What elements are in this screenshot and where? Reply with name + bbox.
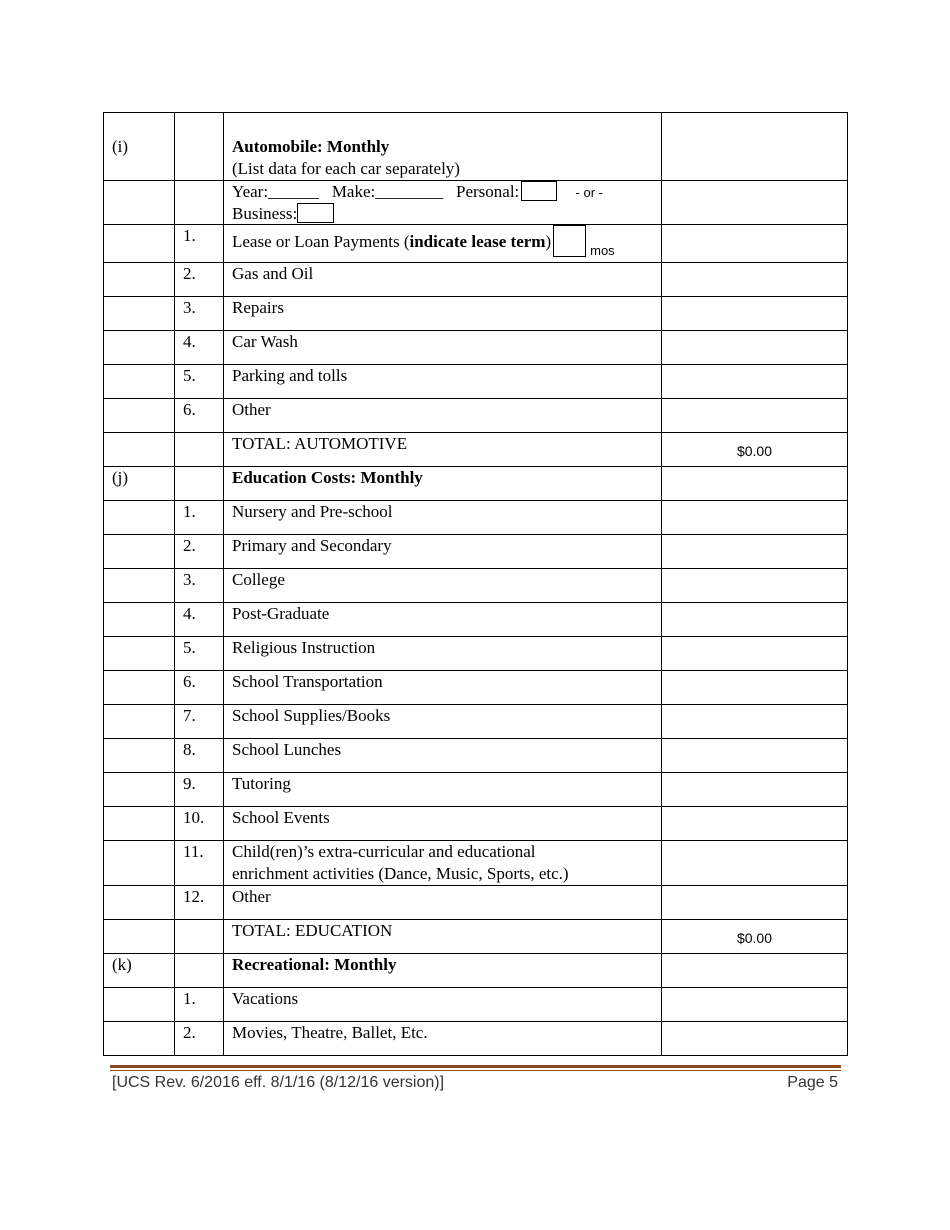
table-row: [104, 886, 848, 920]
amount-cell[interactable]: [662, 225, 848, 263]
section-letter: (k): [104, 954, 175, 988]
item-number: 11.: [175, 841, 224, 886]
section-header-education: [104, 467, 848, 501]
item-number: 5.: [175, 365, 224, 399]
item-label: School Supplies/Books: [224, 705, 662, 739]
item-number: 10.: [175, 807, 224, 841]
table-row: [104, 331, 848, 365]
amount-cell[interactable]: [662, 637, 848, 671]
section-subtitle: (List data for each car separately): [232, 159, 460, 178]
amount-cell[interactable]: [662, 773, 848, 807]
amount-cell[interactable]: [662, 988, 848, 1022]
item-number: 2.: [175, 1022, 224, 1056]
amount-cell[interactable]: [662, 263, 848, 297]
year-field[interactable]: Year:______: [232, 182, 320, 201]
item-label: School Transportation: [224, 671, 662, 705]
car-details-row: [104, 181, 848, 225]
amount-cell[interactable]: [662, 331, 848, 365]
table-row: [104, 263, 848, 297]
item-number: 7.: [175, 705, 224, 739]
personal-label: Personal:: [456, 182, 520, 201]
amount-cell[interactable]: [662, 569, 848, 603]
section-header-automobile: [104, 113, 848, 181]
make-field[interactable]: Make:________: [331, 182, 444, 201]
item-number: 5.: [175, 637, 224, 671]
table-row: [104, 365, 848, 399]
item-label: Other: [224, 399, 662, 433]
total-label: TOTAL: AUTOMOTIVE: [224, 433, 662, 467]
amount-cell[interactable]: [662, 113, 848, 181]
item-number: 9.: [175, 773, 224, 807]
item-number: 3.: [175, 297, 224, 331]
page-number: Page 5: [787, 1074, 838, 1091]
footer-divider: [110, 1065, 841, 1068]
item-label: Repairs: [224, 297, 662, 331]
item-label: Lease or Loan Payments (: [232, 232, 410, 251]
item-label: Child(ren)’s extra-curricular and educational: [232, 842, 536, 861]
total-row-education: [104, 920, 848, 954]
item-label: College: [224, 569, 662, 603]
section-title: Education Costs: Monthly: [224, 467, 662, 501]
table-row: [104, 603, 848, 637]
item-number: 6.: [175, 671, 224, 705]
item-number: 6.: [175, 399, 224, 433]
amount-cell[interactable]: [662, 807, 848, 841]
months-unit-label: mos: [590, 243, 615, 258]
table-row: [104, 569, 848, 603]
amount-cell[interactable]: [662, 365, 848, 399]
item-label-bold: indicate lease term: [409, 232, 546, 251]
item-label-line2: enrichment activities (Dance, Music, Sports, etc.): [232, 864, 569, 883]
item-label: Post-Graduate: [224, 603, 662, 637]
table-row: [104, 739, 848, 773]
item-label: School Lunches: [224, 739, 662, 773]
total-value: $0.00: [736, 930, 773, 946]
table-row: 1. Lease or Loan Payments (indicate lease term) $_{mos}$: [104, 225, 848, 263]
amount-cell[interactable]: [662, 954, 848, 988]
total-value: $0.00: [736, 443, 773, 459]
amount-cell[interactable]: [662, 603, 848, 637]
item-number: 3.: [175, 569, 224, 603]
table-row: [104, 705, 848, 739]
item-label: Other: [224, 886, 662, 920]
total-label: TOTAL: EDUCATION: [224, 920, 662, 954]
item-number: 2.: [175, 535, 224, 569]
table-row: [104, 841, 848, 886]
table-row: [104, 399, 848, 433]
section-letter: (i): [104, 113, 175, 181]
footer-revision: [UCS Rev. 6/2016 eff. 8/1/16 (8/12/16 version)]: [112, 1074, 445, 1091]
item-number: 1.: [175, 988, 224, 1022]
item-number: 1.: [175, 225, 224, 263]
table-row: [104, 501, 848, 535]
item-label: Car Wash: [224, 331, 662, 365]
item-label: Parking and tolls: [224, 365, 662, 399]
amount-cell[interactable]: [662, 1022, 848, 1056]
amount-cell[interactable]: [662, 399, 848, 433]
amount-cell[interactable]: [662, 297, 848, 331]
amount-cell[interactable]: [662, 181, 848, 225]
expense-table: [103, 112, 848, 1056]
or-label: - or -: [575, 185, 603, 200]
amount-cell[interactable]: [662, 705, 848, 739]
section-title: Automobile: Monthly: [232, 137, 390, 156]
amount-cell[interactable]: [662, 739, 848, 773]
item-label: School Events: [224, 807, 662, 841]
table-row: [104, 807, 848, 841]
item-label: Vacations: [224, 988, 662, 1022]
footer-divider-thin: [110, 1070, 841, 1071]
table-row: [104, 1022, 848, 1056]
item-label: Movies, Theatre, Ballet, Etc.: [224, 1022, 662, 1056]
item-label: Nursery and Pre-school: [224, 501, 662, 535]
table-row: [104, 637, 848, 671]
amount-cell[interactable]: [662, 535, 848, 569]
table-row: [104, 535, 848, 569]
total-row-automotive: [104, 433, 848, 467]
item-label: Primary and Secondary: [224, 535, 662, 569]
item-number: 1.: [175, 501, 224, 535]
amount-cell[interactable]: [662, 886, 848, 920]
amount-cell[interactable]: [662, 671, 848, 705]
amount-cell[interactable]: [662, 501, 848, 535]
business-checkbox[interactable]: [297, 203, 334, 223]
table-row: [104, 988, 848, 1022]
section-letter: (j): [104, 467, 175, 501]
personal-checkbox[interactable]: [521, 181, 557, 201]
item-number: 2.: [175, 263, 224, 297]
item-label: Tutoring: [224, 773, 662, 807]
amount-cell[interactable]: [662, 841, 848, 886]
table-row: [104, 671, 848, 705]
business-label: Business:: [232, 204, 298, 223]
section-header-recreational: [104, 954, 848, 988]
table-row: [104, 297, 848, 331]
item-number: 4.: [175, 603, 224, 637]
item-label: Religious Instruction: [224, 637, 662, 671]
item-number: 8.: [175, 739, 224, 773]
table-row: [104, 773, 848, 807]
amount-cell[interactable]: [662, 467, 848, 501]
item-number: 12.: [175, 886, 224, 920]
lease-term-box[interactable]: [553, 225, 586, 257]
item-label: Gas and Oil: [224, 263, 662, 297]
section-title: Recreational: Monthly: [224, 954, 662, 988]
item-number: 4.: [175, 331, 224, 365]
